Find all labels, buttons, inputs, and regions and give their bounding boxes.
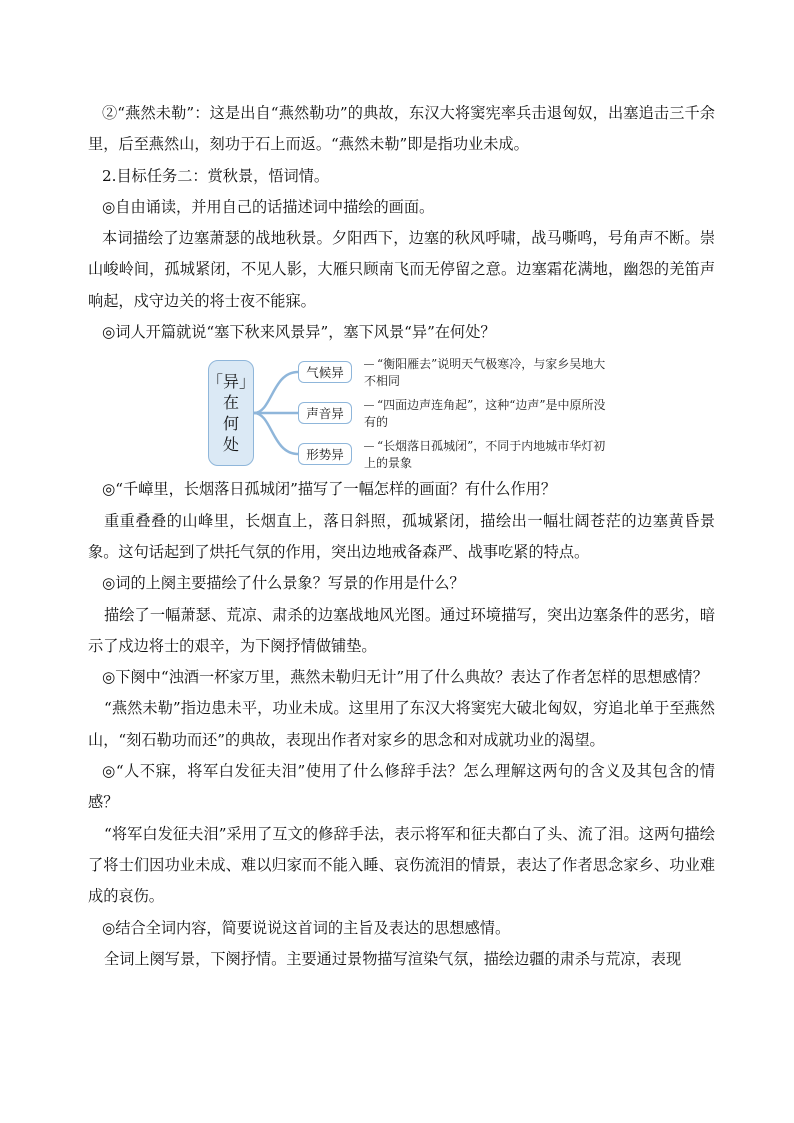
question-rhetoric: ◎“人不寐，将军白发征夫泪”使用了什么修辞手法？怎么理解这两句的含义及其包含的情感？ <box>88 762 715 812</box>
answer-upper-stanza: 描绘了一幅萧瑟、荒凉、肃杀的边塞战地风光图。通过环境描写，突出边塞条件的恶劣，暗示了戍边将士的艰辛，为下阕抒情做铺垫。 <box>88 605 715 655</box>
center-label-char: 何 <box>222 414 239 434</box>
dash-mark <box>364 446 374 447</box>
connector-line <box>254 413 298 454</box>
dash-mark <box>364 405 374 406</box>
branch-desc-sound <box>364 397 614 431</box>
center-label-char: 处 <box>222 435 239 455</box>
branch-desc-text: “四面边声连角起”，这种“边声”是中原所没有的 <box>364 398 606 430</box>
branch-desc-climate <box>364 356 614 390</box>
question-upper-stanza: ◎词的上阕主要描绘了什么景象？写景的作用是什么？ <box>102 574 465 593</box>
question-recite: ◎自由诵读，并用自己的话描述词中描绘的画面。 <box>102 197 435 216</box>
dash-mark <box>364 364 374 365</box>
answer-qianzhang: 重重叠叠的山峰里，长烟直上，落日斜照，孤城紧闭，描绘出一幅壮阔苍茫的边塞黄昏景象。这句话起到了烘托气氛的作用，突出边地戒备森严、战事吃紧的特点。 <box>88 511 715 561</box>
branch-desc-text: “长烟落日孤城闭”，不同于内地城市华灯初上的景象 <box>364 439 606 471</box>
center-label-char: 「异」 <box>207 372 256 392</box>
mind-map-diagram <box>88 352 715 474</box>
branch-tag-climate: 气候异 <box>298 361 352 383</box>
answer-recite: 本词描绘了边塞萧瑟的战地秋景。夕阳西下，边塞的秋风呼啸，战马嘶鸣，号角声不断。崇山峻岭间，孤城紧闭，不见人影，大雁只顾南飞而无停留之意。边塞霜花满地，幽怨的羌笛声响起，戍守边关的将士夜不能寐。 <box>88 229 715 310</box>
connector-line <box>254 372 298 413</box>
branch-tag-sound: 声音异 <box>298 402 352 424</box>
question-scenery-different: ◎词人开篇就说“塞下秋来风景异”，塞下风景“异”在何处？ <box>102 323 496 342</box>
paragraph-yanran-note: ②“燕然未勒”：这是出自“燕然勒功”的典故，东汉大将窦宪率兵击退匈奴，出塞追击三千余里，后至燕然山，刻功于石上而返。“燕然未勒”即是指功业未成。 <box>88 104 715 154</box>
question-allusion: ◎下阕中“浊酒一杯家万里，燕然未勒归无计”用了什么典故？表达了作者怎样的思想感情？ <box>102 668 708 687</box>
task-heading: 2.目标任务二：赏秋景，悟词情。 <box>102 166 330 185</box>
question-qianzhang: ◎“千嶂里，长烟落日孤城闭”描写了一幅怎样的画面？有什么作用？ <box>102 480 557 499</box>
branch-desc-text: “衡阳雁去”说明天气极寒冷，与家乡吴地大不相同 <box>364 357 606 389</box>
question-theme: ◎结合全词内容，简要说说这首词的主旨及表达的思想感情。 <box>102 918 511 937</box>
answer-theme: 全词上阕写景，下阕抒情。主要通过景物描写渲染气氛，描绘边疆的肃杀与荒凉，表现 <box>104 949 682 968</box>
center-label-char: 在 <box>222 393 239 413</box>
answer-rhetoric: “将军白发征夫泪”采用了互文的修辞手法，表示将军和征夫都白了头、流了泪。这两句描绘了将士们因功业未成、难以归家而不能入睡、哀伤流泪的情景，表达了作者思念家乡、功业难成的哀伤。 <box>88 824 715 906</box>
document-body <box>88 98 715 975</box>
branch-desc-terrain <box>364 438 614 472</box>
answer-allusion: “燕然未勒”指边患未平，功业未成。这里用了东汉大将窦宪大破北匈奴，穷追北单于至燕然山，“刻石勒功而还”的典故，表现出作者对家乡的思念和对成就功业的渴望。 <box>88 699 715 749</box>
branch-tag-terrain: 形势异 <box>298 443 352 465</box>
